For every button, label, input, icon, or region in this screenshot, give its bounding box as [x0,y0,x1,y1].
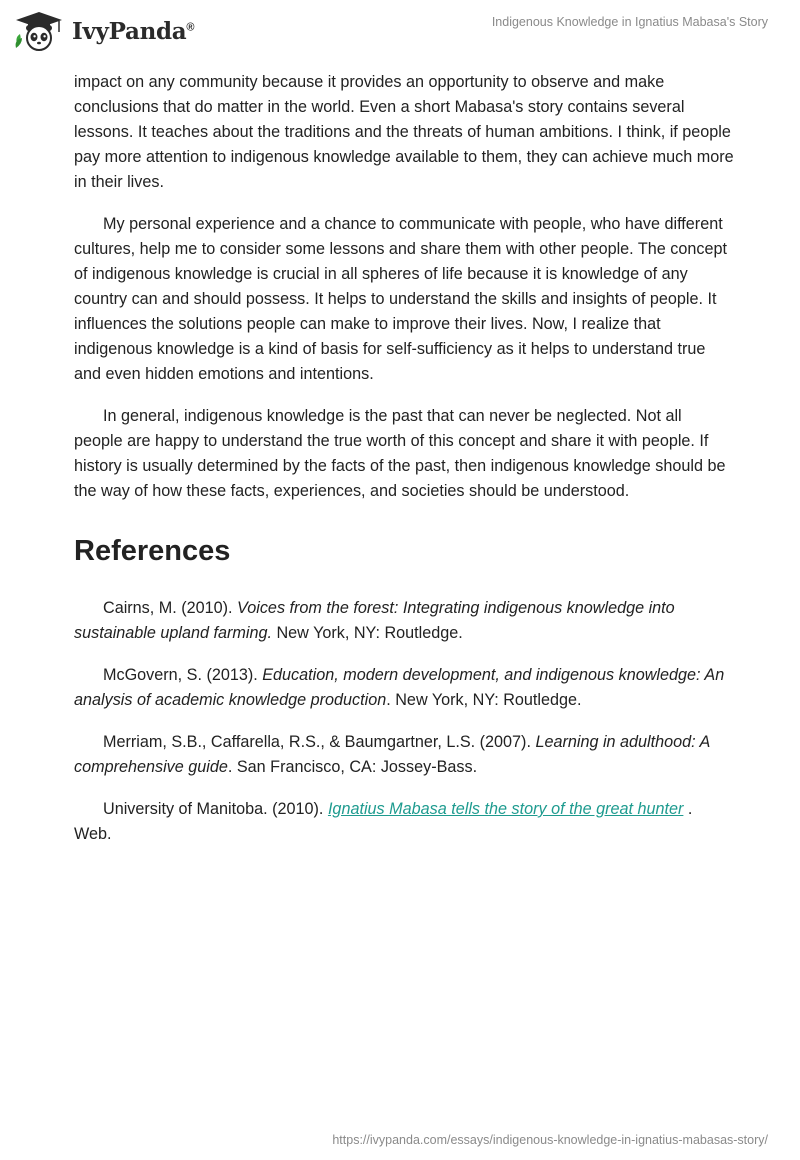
document-title: Indigenous Knowledge in Ignatius Mabasa's Story [491,15,768,29]
reference-item: Cairns, M. (2010). Voices from the forest: Integrating indigenous knowledge into sustainable upland farming. New York, NY: Routledge. [74,599,675,642]
reference-item: University of Manitoba. (2010). Ignatius Mabasa tells the story of the great hunter . Web. [74,800,693,843]
body-paragraph: My personal experience and a chance to communicate with people, who have different cultures, help me to consider some lessons and share them with other people. The concept of indigenous knowledge is crucial in all spheres of life because it is knowledge of any country can and should possess. It helps to understand the skills and insights of people. It influences the solutions people can make to improve their lives. Now, I realize that indigenous knowledge is a kind of basis for self-sufficiency as it helps to understand true and even hidden emotions and intentions. [74,215,727,383]
page-header [0,0,800,62]
reference-item: Merriam, S.B., Caffarella, R.S., & Baumgartner, L.S. (2007). Learning in adulthood: A comprehensive guide. San Francisco, CA: Jossey-Bass. [74,733,710,776]
footer-url: https://ivypanda.com/essays/indigenous-knowledge-in-ignatius-mabasas-story/ [332,1133,768,1147]
reference-title: Learning in adulthood: A comprehensive guide [74,733,710,776]
body-paragraph: impact on any community because it provides an opportunity to observe and make conclusions that do matter in the world. Even a short Mabasa's story contains several lessons. It teaches about the traditions and the threats of human ambitions. I think, if people pay more attention to indigenous knowledge available to them, they can achieve much more in their lives. [74,73,734,191]
reference-link[interactable]: Ignatius Mabasa tells the story of the great hunter [327,800,684,818]
registered-mark: ® [186,20,195,33]
reference-item: McGovern, S. (2013). Education, modern development, and indigenous knowledge: An analysis of academic knowledge production. New York, NY: Routledge. [74,666,725,709]
logo-wordmark: IvyPanda® [72,17,195,45]
reference-title: Voices from the forest: Integrating indigenous knowledge into sustainable upland farming. [74,599,675,642]
panda-graduate-icon [12,10,66,52]
references-heading: References [74,535,231,567]
essay-content [74,70,734,864]
body-paragraph: In general, indigenous knowledge is the past that can never be neglected. Not all people are happy to understand the true worth of this concept and share it with people. If history is usually determined by the facts of the past, then indigenous knowledge should be the way of how these facts, experiences, and societies should be understood. [74,407,726,500]
ivypanda-logo[interactable] [12,10,194,52]
reference-title: Education, modern development, and indigenous knowledge: An analysis of academic knowledge production [74,666,725,709]
